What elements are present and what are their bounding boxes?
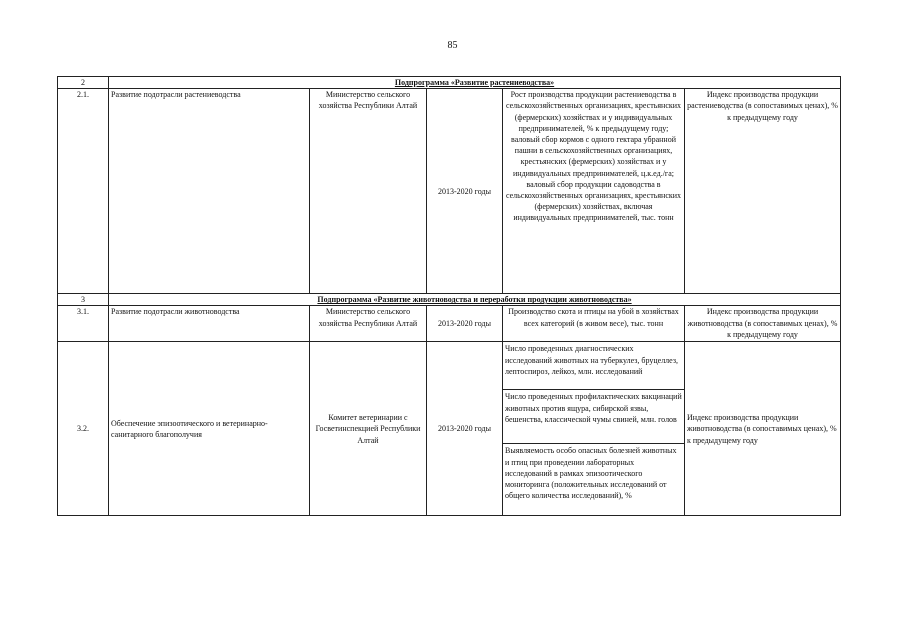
activity-name: Обеспечение эпизоотического и ветеринарно-санитарного благополучия [109, 342, 310, 516]
period: 2013-2020 годы [427, 306, 503, 342]
target-indicator: Индекс производства продукции животноводства (в сопоставимых ценах), % к предыдущему году [685, 342, 841, 516]
table-row [58, 342, 841, 390]
section-number: 3 [58, 294, 109, 306]
indicator: Рост производства продукции растениеводства в сельскохозяйственных организациях, крестьянских (фермерских) хозяйствах и у индивидуальных предпринимателей, % к предыдущему году; валовый сбор кормов с одного гектара убранной пашни в сельскохозяйственных организациях, крестьянских (фермерских) хозяйствах и у индивидуальных предпринимателей, ц.к.ед./га; валовый сбор продукции садоводства в сельскохозяйственных организациях, крестьянских (фермерских) хозяйствах, включая индивидуальных предпринимателей, тыс. тонн [503, 89, 685, 294]
indicator: Выявляемость особо опасных болезней животных и птиц при проведении лабораторных исследований в рамках эпизоотического мониторинга (положительных исследований от общего количества исследований), % [503, 444, 685, 516]
row-number: 2.1. [58, 89, 109, 294]
table-row [58, 306, 841, 342]
target-indicator: Индекс производства продукции растениеводства (в сопоставимых ценах), % к предыдущему году [685, 89, 841, 294]
activity-name: Развитие подотрасли животноводства [109, 306, 310, 342]
indicator: Число проведенных диагностических исследований животных на туберкулез, бруцеллез, лептоспироз, лейкоз, млн. исследований [503, 342, 685, 390]
section-header-row [58, 77, 841, 89]
page-number: 85 [447, 40, 458, 51]
row-number: 3.1. [58, 306, 109, 342]
indicator: Производство скота и птицы на убой в хозяйствах всех категорий (в живом весе), тыс. тонн [503, 306, 685, 342]
section-number: 2 [58, 77, 109, 89]
section-title: Подпрограмма «Развитие животноводства и переработки продукции животноводства» [109, 294, 841, 306]
section-title: Подпрограмма «Развитие растениеводства» [109, 77, 841, 89]
row-number: 3.2. [58, 342, 109, 516]
executor: Комитет ветеринарии с Госветинспекцией Республики Алтай [310, 342, 427, 516]
program-table [57, 76, 841, 516]
section-header-row [58, 294, 841, 306]
table-row [58, 89, 841, 294]
indicator: Число проведенных профилактических вакцинаций животных против ящура, сибирской язвы, бешенства, классической чумы свиней, млн. голов [503, 390, 685, 444]
period: 2013-2020 годы [427, 342, 503, 516]
period: 2013-2020 годы [427, 89, 503, 294]
activity-name: Развитие подотрасли растениеводства [109, 89, 310, 294]
executor: Министерство сельского хозяйства Республики Алтай [310, 89, 427, 294]
executor: Министерство сельского хозяйства Республики Алтай [310, 306, 427, 342]
target-indicator: Индекс производства продукции животноводства (в сопоставимых ценах), % к предыдущему году [685, 306, 841, 342]
